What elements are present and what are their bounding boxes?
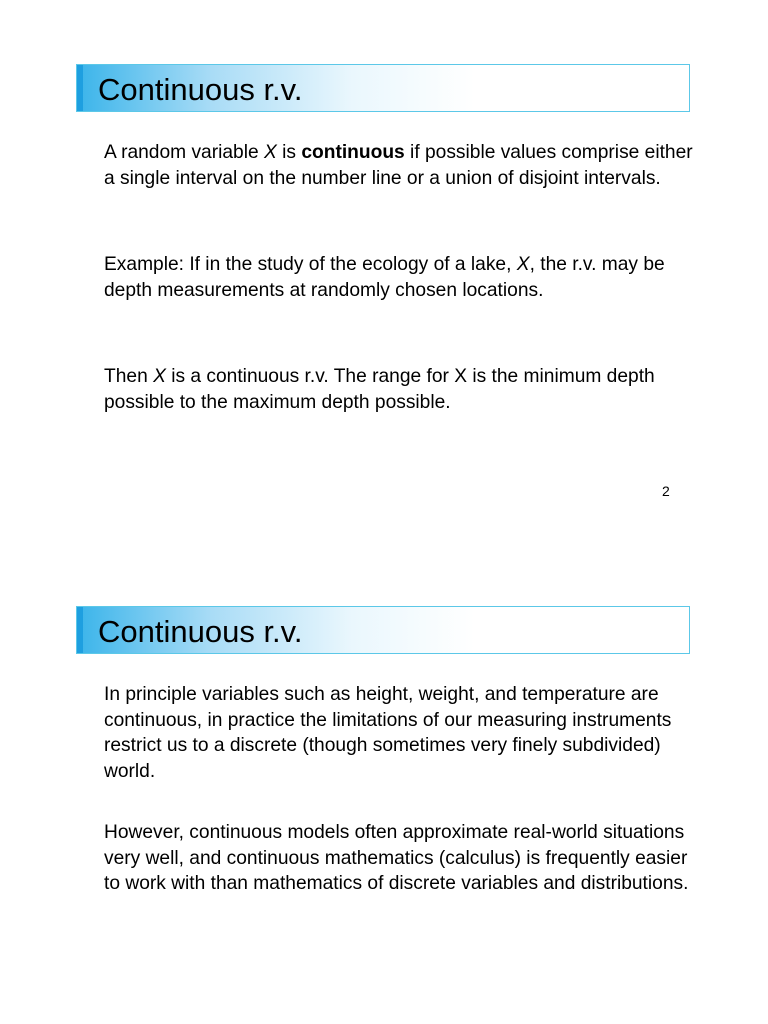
- text-run: is: [276, 142, 302, 163]
- paragraph-example: [104, 252, 694, 303]
- paragraph-range: [104, 364, 694, 415]
- title-accent-stripe: [77, 65, 83, 111]
- variable-x: X: [153, 366, 166, 387]
- slide-title-bar: [76, 64, 690, 112]
- variable-x: X: [263, 142, 277, 163]
- term-continuous: continuous: [301, 142, 405, 163]
- variable-x: X: [516, 254, 530, 275]
- title-accent-stripe: [77, 607, 83, 653]
- paragraph-models: [104, 820, 694, 897]
- slide-title: Continuous r.v.: [98, 614, 303, 649]
- text-run: Example: If in the study of the ecology of a lake,: [104, 254, 517, 275]
- text-run: Then: [104, 366, 154, 387]
- text-run: is a continuous r.v. The range for X is the minimum depth possible to the maximum depth possible.: [104, 366, 655, 413]
- text-run: In principle variables such as height, weight, and temperature are continuous, in practice the limitations of our measuring instruments restrict us to a discrete (though sometimes very finely subdivided) world.: [104, 684, 672, 782]
- paragraph-principle: [104, 682, 694, 784]
- slide-2: [0, 542, 768, 1024]
- page-number: 2: [662, 483, 670, 499]
- text-run: , the r.v. may be depth measurements at randomly chosen locations.: [104, 254, 665, 301]
- slide-title-bar: [76, 606, 690, 654]
- text-run: A random variable: [104, 142, 264, 163]
- slide-title: Continuous r.v.: [98, 72, 303, 107]
- text-run: if possible values comprise either a single interval on the number line or a union of disjoint intervals.: [104, 142, 693, 189]
- text-run: However, continuous models often approximate real-world situations very well, and continuous mathematics (calculus) is frequently easier to work with than mathematics of discrete variables and distributions.: [104, 822, 689, 895]
- paragraph-definition: [104, 140, 694, 191]
